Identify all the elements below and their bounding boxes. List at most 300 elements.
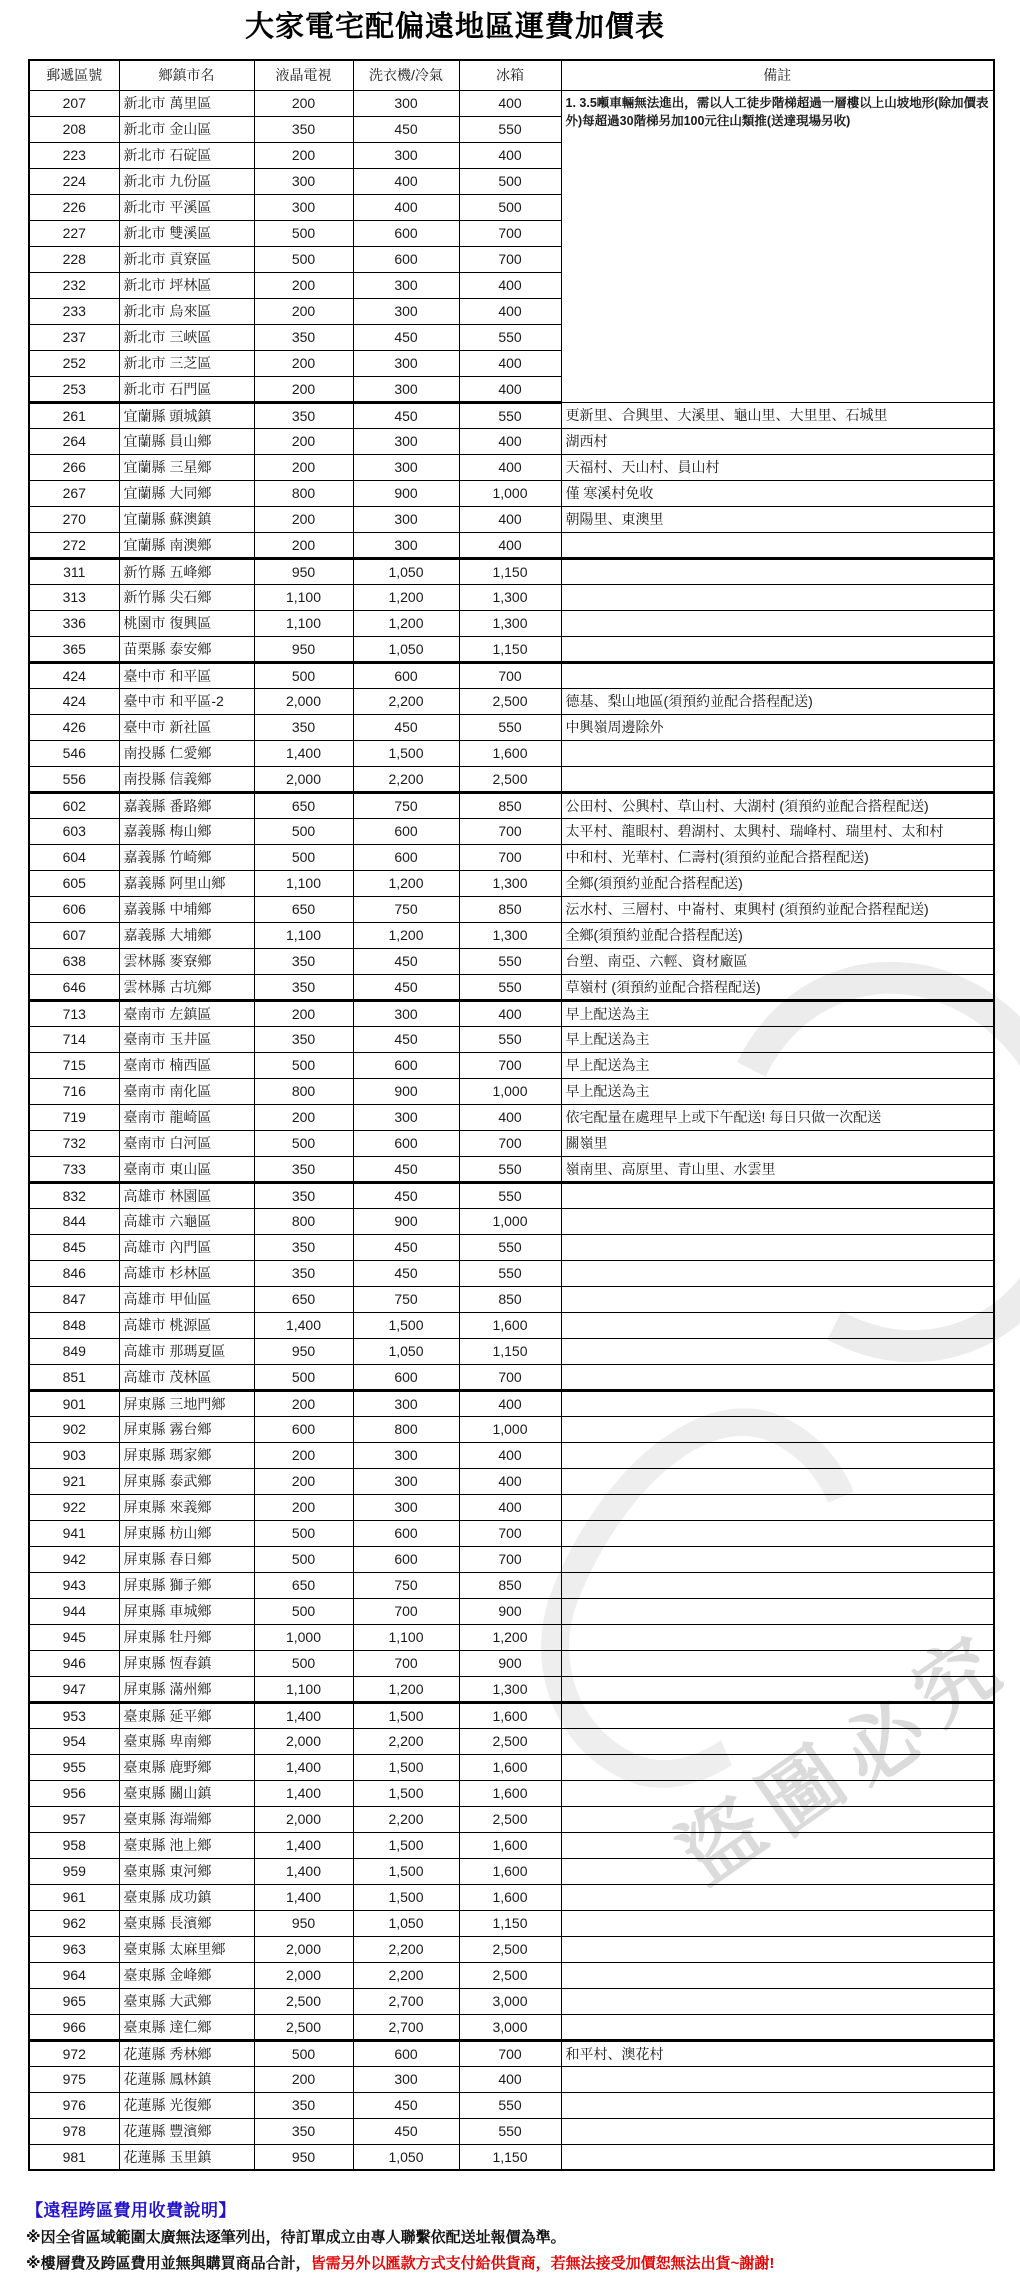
zip-cell: 978 <box>29 2118 119 2144</box>
table-row <box>29 740 994 766</box>
washer-ac-price-cell: 450 <box>353 974 459 1000</box>
zip-cell: 311 <box>29 558 119 584</box>
table-row <box>29 1494 994 1520</box>
zip-cell: 961 <box>29 1884 119 1910</box>
washer-ac-price-cell: 2,200 <box>353 766 459 792</box>
table-row <box>29 1780 994 1806</box>
zip-cell: 606 <box>29 896 119 922</box>
township-cell: 屏東縣 春日鄉 <box>119 1546 254 1572</box>
lcd-tv-price-cell: 200 <box>254 1104 353 1130</box>
page-title: 大家電宅配偏遠地區運費加價表 <box>244 11 665 43</box>
note-cell <box>561 1858 994 1884</box>
table-row <box>29 1676 994 1702</box>
zip-cell: 902 <box>29 1416 119 1442</box>
township-cell: 屏東縣 牡丹鄉 <box>119 1624 254 1650</box>
lcd-tv-price-cell: 500 <box>254 2040 353 2066</box>
note-cell <box>561 636 994 662</box>
washer-ac-price-cell: 700 <box>353 1650 459 1676</box>
zip-cell: 424 <box>29 688 119 714</box>
lcd-tv-price-cell: 1,100 <box>254 922 353 948</box>
lcd-tv-price-cell: 500 <box>254 1520 353 1546</box>
fridge-price-cell: 550 <box>459 402 561 428</box>
township-cell: 高雄市 甲仙區 <box>119 1286 254 1312</box>
lcd-tv-price-cell: 300 <box>254 168 353 194</box>
washer-ac-price-cell: 300 <box>353 1390 459 1416</box>
table-row <box>29 1052 994 1078</box>
footer-line-2-red: 皆需另外以匯款方式支付給供貨商，若無法接受加價恕無法出貨~謝謝! <box>310 2255 775 2272</box>
note-cell <box>561 610 994 636</box>
lcd-tv-price-cell: 1,400 <box>254 1780 353 1806</box>
zip-cell: 956 <box>29 1780 119 1806</box>
township-cell: 新竹縣 尖石鄉 <box>119 584 254 610</box>
lcd-tv-price-cell: 350 <box>254 974 353 1000</box>
lcd-tv-price-cell: 2,000 <box>254 688 353 714</box>
lcd-tv-price-cell: 650 <box>254 896 353 922</box>
note-cell: 朝陽里、東澳里 <box>561 506 994 532</box>
washer-ac-price-cell: 1,050 <box>353 558 459 584</box>
lcd-tv-price-cell: 350 <box>254 1182 353 1208</box>
header-fridge: 冰箱 <box>459 60 561 90</box>
table-row <box>29 1572 994 1598</box>
washer-ac-price-cell: 2,200 <box>353 1728 459 1754</box>
washer-ac-price-cell: 300 <box>353 1000 459 1026</box>
note-cell <box>561 1468 994 1494</box>
note-cell <box>561 1728 994 1754</box>
lcd-tv-price-cell: 500 <box>254 1364 353 1390</box>
footer-line-1: ※因全省區域範圍太廣無法逐筆列出，待訂單成立由專人聯繫依配送址報價為準。 <box>26 2229 566 2246</box>
washer-ac-price-cell: 2,200 <box>353 1962 459 1988</box>
zip-cell: 207 <box>29 90 119 116</box>
zip-cell: 208 <box>29 116 119 142</box>
table-row <box>29 2014 994 2040</box>
lcd-tv-price-cell: 650 <box>254 1572 353 1598</box>
township-cell: 新北市 坪林區 <box>119 272 254 298</box>
zip-cell: 713 <box>29 1000 119 1026</box>
zip-cell: 944 <box>29 1598 119 1624</box>
table-row <box>29 2118 994 2144</box>
zip-cell: 237 <box>29 324 119 350</box>
zip-cell: 959 <box>29 1858 119 1884</box>
fridge-price-cell: 550 <box>459 1260 561 1286</box>
lcd-tv-price-cell: 650 <box>254 792 353 818</box>
lcd-tv-price-cell: 950 <box>254 2144 353 2170</box>
lcd-tv-price-cell: 200 <box>254 1442 353 1468</box>
zip-cell: 901 <box>29 1390 119 1416</box>
note-cell <box>561 1260 994 1286</box>
note-cell <box>561 1754 994 1780</box>
zip-cell: 832 <box>29 1182 119 1208</box>
note-cell: 中和村、光華村、仁壽村(須預約並配合搭程配送) <box>561 844 994 870</box>
fridge-price-cell: 1,200 <box>459 1624 561 1650</box>
lcd-tv-price-cell: 350 <box>254 324 353 350</box>
fridge-price-cell: 850 <box>459 896 561 922</box>
lcd-tv-price-cell: 1,100 <box>254 584 353 610</box>
table-row <box>29 974 994 1000</box>
fridge-price-cell: 400 <box>459 1494 561 1520</box>
township-cell: 花蓮縣 鳳林鎮 <box>119 2066 254 2092</box>
note-cell <box>561 1208 994 1234</box>
watermark-char: 盜 <box>663 1781 781 1901</box>
fridge-price-cell: 400 <box>459 90 561 116</box>
zip-cell: 922 <box>29 1494 119 1520</box>
lcd-tv-price-cell: 200 <box>254 428 353 454</box>
washer-ac-price-cell: 400 <box>353 194 459 220</box>
table-row <box>29 1156 994 1182</box>
washer-ac-price-cell: 900 <box>353 1208 459 1234</box>
zip-cell: 272 <box>29 532 119 558</box>
note-cell <box>561 2066 994 2092</box>
fridge-price-cell: 400 <box>459 532 561 558</box>
lcd-tv-price-cell: 1,400 <box>254 1832 353 1858</box>
table-row <box>29 1884 994 1910</box>
table-row <box>29 1130 994 1156</box>
note-cell <box>561 662 994 688</box>
washer-ac-price-cell: 300 <box>353 90 459 116</box>
lcd-tv-price-cell: 1,400 <box>254 1702 353 1728</box>
table-row <box>29 714 994 740</box>
note-cell: 僅 寒溪村免收 <box>561 480 994 506</box>
table-row <box>29 688 994 714</box>
note-cell: 湖西村 <box>561 428 994 454</box>
washer-ac-price-cell: 1,500 <box>353 1754 459 1780</box>
fridge-price-cell: 400 <box>459 1442 561 1468</box>
lcd-tv-price-cell: 200 <box>254 1390 353 1416</box>
township-cell: 新北市 金山區 <box>119 116 254 142</box>
table-row <box>29 1806 994 1832</box>
note-cell <box>561 1312 994 1338</box>
table-row <box>29 1260 994 1286</box>
zip-cell: 604 <box>29 844 119 870</box>
township-cell: 屏東縣 來義鄉 <box>119 1494 254 1520</box>
fridge-price-cell: 550 <box>459 324 561 350</box>
lcd-tv-price-cell: 350 <box>254 1026 353 1052</box>
lcd-tv-price-cell: 300 <box>254 194 353 220</box>
township-cell: 新北市 石碇區 <box>119 142 254 168</box>
fridge-price-cell: 400 <box>459 350 561 376</box>
table-row <box>29 1286 994 1312</box>
zip-cell: 223 <box>29 142 119 168</box>
table-row <box>29 1416 994 1442</box>
township-cell: 宜蘭縣 大同鄉 <box>119 480 254 506</box>
township-cell: 新北市 萬里區 <box>119 90 254 116</box>
township-cell: 高雄市 茂林區 <box>119 1364 254 1390</box>
zip-cell: 232 <box>29 272 119 298</box>
surcharge-table <box>28 59 995 2171</box>
zip-cell: 946 <box>29 1650 119 1676</box>
lcd-tv-price-cell: 200 <box>254 376 353 402</box>
fridge-price-cell: 550 <box>459 1182 561 1208</box>
table-row <box>29 1234 994 1260</box>
table-row <box>29 584 994 610</box>
zip-cell: 957 <box>29 1806 119 1832</box>
fridge-price-cell: 700 <box>459 1052 561 1078</box>
fridge-price-cell: 2,500 <box>459 1936 561 1962</box>
township-cell: 新北市 九份區 <box>119 168 254 194</box>
township-cell: 宜蘭縣 蘇澳鎮 <box>119 506 254 532</box>
header-row <box>29 60 994 90</box>
zip-cell: 264 <box>29 428 119 454</box>
lcd-tv-price-cell: 500 <box>254 1546 353 1572</box>
table-row <box>29 1104 994 1130</box>
township-cell: 臺東縣 延平鄉 <box>119 1702 254 1728</box>
table-row <box>29 1338 994 1364</box>
zip-cell: 965 <box>29 1988 119 2014</box>
note-cell <box>561 2144 994 2170</box>
fridge-price-cell: 400 <box>459 1000 561 1026</box>
fridge-price-cell: 400 <box>459 298 561 324</box>
zip-cell: 849 <box>29 1338 119 1364</box>
zip-cell: 252 <box>29 350 119 376</box>
lcd-tv-price-cell: 350 <box>254 948 353 974</box>
note-cell <box>561 1676 994 1702</box>
township-cell: 臺東縣 東河鄉 <box>119 1858 254 1884</box>
note-cell: 更新里、合興里、大溪里、龜山里、大里里、石城里 <box>561 402 994 428</box>
table-row <box>29 1182 994 1208</box>
note-cell: 全鄉(須預約並配合搭程配送) <box>561 870 994 896</box>
township-cell: 新竹縣 五峰鄉 <box>119 558 254 584</box>
washer-ac-price-cell: 1,500 <box>353 1858 459 1884</box>
header-washer-ac: 洗衣機/冷氣 <box>353 60 459 90</box>
washer-ac-price-cell: 450 <box>353 2118 459 2144</box>
fridge-price-cell: 1,600 <box>459 1780 561 1806</box>
table-row <box>29 818 994 844</box>
fridge-price-cell: 400 <box>459 142 561 168</box>
washer-ac-price-cell: 300 <box>353 428 459 454</box>
note-cell <box>561 1338 994 1364</box>
washer-ac-price-cell: 750 <box>353 1572 459 1598</box>
township-cell: 屏東縣 霧台鄉 <box>119 1416 254 1442</box>
table-row <box>29 1910 994 1936</box>
table-body <box>29 90 994 2170</box>
note-cell: 1. 3.5噸車輛無法進出，需以人工徒步階梯超過一層樓以上山坡地形(除加價表外)每超過30階梯另加100元往山類推(送達現場另收) <box>561 90 994 402</box>
fridge-price-cell: 1,150 <box>459 2144 561 2170</box>
note-cell <box>561 1936 994 1962</box>
washer-ac-price-cell: 600 <box>353 1364 459 1390</box>
fridge-price-cell: 1,600 <box>459 1884 561 1910</box>
table-row <box>29 1442 994 1468</box>
washer-ac-price-cell: 450 <box>353 948 459 974</box>
lcd-tv-price-cell: 200 <box>254 272 353 298</box>
note-cell <box>561 740 994 766</box>
zip-cell: 921 <box>29 1468 119 1494</box>
washer-ac-price-cell: 600 <box>353 1130 459 1156</box>
township-cell: 宜蘭縣 頭城鎮 <box>119 402 254 428</box>
table-row <box>29 428 994 454</box>
lcd-tv-price-cell: 500 <box>254 246 353 272</box>
township-cell: 臺東縣 大武鄉 <box>119 1988 254 2014</box>
lcd-tv-price-cell: 600 <box>254 1416 353 1442</box>
township-cell: 臺東縣 卑南鄉 <box>119 1728 254 1754</box>
township-cell: 高雄市 桃源區 <box>119 1312 254 1338</box>
fridge-price-cell: 550 <box>459 974 561 1000</box>
lcd-tv-price-cell: 500 <box>254 1130 353 1156</box>
note-cell: 台塑、南亞、六輕、資材廠區 <box>561 948 994 974</box>
zip-cell: 945 <box>29 1624 119 1650</box>
table-row <box>29 1520 994 1546</box>
washer-ac-price-cell: 450 <box>353 1156 459 1182</box>
zip-cell: 602 <box>29 792 119 818</box>
fridge-price-cell: 400 <box>459 1104 561 1130</box>
lcd-tv-price-cell: 350 <box>254 714 353 740</box>
lcd-tv-price-cell: 200 <box>254 506 353 532</box>
township-cell: 高雄市 那瑪夏區 <box>119 1338 254 1364</box>
fridge-price-cell: 1,150 <box>459 558 561 584</box>
lcd-tv-price-cell: 2,000 <box>254 1962 353 1988</box>
washer-ac-price-cell: 300 <box>353 350 459 376</box>
table-row <box>29 844 994 870</box>
zip-cell: 227 <box>29 220 119 246</box>
note-cell: 關嶺里 <box>561 1130 994 1156</box>
zip-cell: 732 <box>29 1130 119 1156</box>
fridge-price-cell: 700 <box>459 662 561 688</box>
zip-cell: 943 <box>29 1572 119 1598</box>
fridge-price-cell: 700 <box>459 1520 561 1546</box>
fridge-price-cell: 400 <box>459 506 561 532</box>
fridge-price-cell: 500 <box>459 168 561 194</box>
township-cell: 花蓮縣 玉里鎮 <box>119 2144 254 2170</box>
township-cell: 嘉義縣 番路鄉 <box>119 792 254 818</box>
washer-ac-price-cell: 1,050 <box>353 636 459 662</box>
fridge-price-cell: 550 <box>459 714 561 740</box>
note-cell <box>561 2092 994 2118</box>
washer-ac-price-cell: 1,100 <box>353 1624 459 1650</box>
township-cell: 新北市 雙溪區 <box>119 220 254 246</box>
fridge-price-cell: 1,000 <box>459 1078 561 1104</box>
table-row <box>29 532 994 558</box>
zip-cell: 844 <box>29 1208 119 1234</box>
zip-cell: 964 <box>29 1962 119 1988</box>
township-cell: 臺東縣 池上鄉 <box>119 1832 254 1858</box>
fridge-price-cell: 1,600 <box>459 1858 561 1884</box>
zip-cell: 981 <box>29 2144 119 2170</box>
washer-ac-price-cell: 2,700 <box>353 2014 459 2040</box>
lcd-tv-price-cell: 2,000 <box>254 1728 353 1754</box>
zip-cell: 846 <box>29 1260 119 1286</box>
note-cell <box>561 584 994 610</box>
washer-ac-price-cell: 1,200 <box>353 870 459 896</box>
table-row <box>29 402 994 428</box>
lcd-tv-price-cell: 1,400 <box>254 1312 353 1338</box>
township-cell: 屏東縣 泰武鄉 <box>119 1468 254 1494</box>
table-container <box>28 59 995 2171</box>
fridge-price-cell: 1,150 <box>459 636 561 662</box>
note-cell <box>561 532 994 558</box>
washer-ac-price-cell: 600 <box>353 2040 459 2066</box>
township-cell: 屏東縣 三地門鄉 <box>119 1390 254 1416</box>
fridge-price-cell: 1,300 <box>459 1676 561 1702</box>
note-cell: 嶺南里、高原里、青山里、水雲里 <box>561 1156 994 1182</box>
township-cell: 花蓮縣 秀林鄉 <box>119 2040 254 2066</box>
table-row <box>29 1078 994 1104</box>
township-cell: 高雄市 內門區 <box>119 1234 254 1260</box>
fridge-price-cell: 1,300 <box>459 610 561 636</box>
note-cell <box>561 1364 994 1390</box>
zip-cell: 958 <box>29 1832 119 1858</box>
note-cell: 早上配送為主 <box>561 1026 994 1052</box>
fridge-price-cell: 550 <box>459 1156 561 1182</box>
washer-ac-price-cell: 600 <box>353 1520 459 1546</box>
township-cell: 屏東縣 恆春鎮 <box>119 1650 254 1676</box>
note-cell <box>561 1702 994 1728</box>
table-row <box>29 1936 994 1962</box>
washer-ac-price-cell: 1,500 <box>353 740 459 766</box>
note-cell <box>561 1650 994 1676</box>
fridge-price-cell: 700 <box>459 844 561 870</box>
washer-ac-price-cell: 300 <box>353 142 459 168</box>
lcd-tv-price-cell: 800 <box>254 1078 353 1104</box>
note-cell <box>561 1546 994 1572</box>
lcd-tv-price-cell: 1,400 <box>254 1858 353 1884</box>
washer-ac-price-cell: 2,200 <box>353 1936 459 1962</box>
washer-ac-price-cell: 300 <box>353 1442 459 1468</box>
township-cell: 雲林縣 古坑鄉 <box>119 974 254 1000</box>
note-cell: 和平村、澳花村 <box>561 2040 994 2066</box>
lcd-tv-price-cell: 1,100 <box>254 610 353 636</box>
header-township: 鄉鎮市名 <box>119 60 254 90</box>
washer-ac-price-cell: 300 <box>353 1104 459 1130</box>
zip-cell: 733 <box>29 1156 119 1182</box>
table-row <box>29 1026 994 1052</box>
note-cell: 早上配送為主 <box>561 1000 994 1026</box>
lcd-tv-price-cell: 800 <box>254 480 353 506</box>
zip-cell: 716 <box>29 1078 119 1104</box>
township-cell: 屏東縣 滿州鄉 <box>119 1676 254 1702</box>
fridge-price-cell: 1,000 <box>459 1208 561 1234</box>
table-row <box>29 610 994 636</box>
fridge-price-cell: 400 <box>459 454 561 480</box>
fridge-price-cell: 1,300 <box>459 922 561 948</box>
lcd-tv-price-cell: 200 <box>254 454 353 480</box>
township-cell: 嘉義縣 竹崎鄉 <box>119 844 254 870</box>
zip-cell: 261 <box>29 402 119 428</box>
lcd-tv-price-cell: 500 <box>254 662 353 688</box>
zip-cell: 963 <box>29 1936 119 1962</box>
table-row <box>29 558 994 584</box>
table-row <box>29 870 994 896</box>
washer-ac-price-cell: 900 <box>353 1078 459 1104</box>
zip-cell: 228 <box>29 246 119 272</box>
lcd-tv-price-cell: 350 <box>254 2118 353 2144</box>
washer-ac-price-cell: 300 <box>353 532 459 558</box>
zip-cell: 947 <box>29 1676 119 1702</box>
lcd-tv-price-cell: 1,100 <box>254 1676 353 1702</box>
fridge-price-cell: 700 <box>459 246 561 272</box>
lcd-tv-price-cell: 1,400 <box>254 1884 353 1910</box>
lcd-tv-price-cell: 950 <box>254 558 353 584</box>
zip-cell: 270 <box>29 506 119 532</box>
fridge-price-cell: 1,000 <box>459 1416 561 1442</box>
fridge-price-cell: 400 <box>459 272 561 298</box>
table-row <box>29 1650 994 1676</box>
note-cell: 太平村、龍眼村、碧湖村、太興村、瑞峰村、瑞里村、太和村 <box>561 818 994 844</box>
fridge-price-cell: 550 <box>459 1026 561 1052</box>
washer-ac-price-cell: 750 <box>353 1286 459 1312</box>
lcd-tv-price-cell: 200 <box>254 90 353 116</box>
washer-ac-price-cell: 300 <box>353 2066 459 2092</box>
township-cell: 南投縣 信義鄉 <box>119 766 254 792</box>
township-cell: 新北市 三芝區 <box>119 350 254 376</box>
note-cell <box>561 1624 994 1650</box>
fridge-price-cell: 2,500 <box>459 766 561 792</box>
fridge-price-cell: 850 <box>459 1286 561 1312</box>
watermark-char: 究 <box>897 1621 1015 1741</box>
lcd-tv-price-cell: 1,000 <box>254 1624 353 1650</box>
note-cell: 早上配送為主 <box>561 1078 994 1104</box>
footer-notes <box>26 2196 774 2273</box>
table-row <box>29 2092 994 2118</box>
washer-ac-price-cell: 600 <box>353 1052 459 1078</box>
washer-ac-price-cell: 2,700 <box>353 1988 459 2014</box>
